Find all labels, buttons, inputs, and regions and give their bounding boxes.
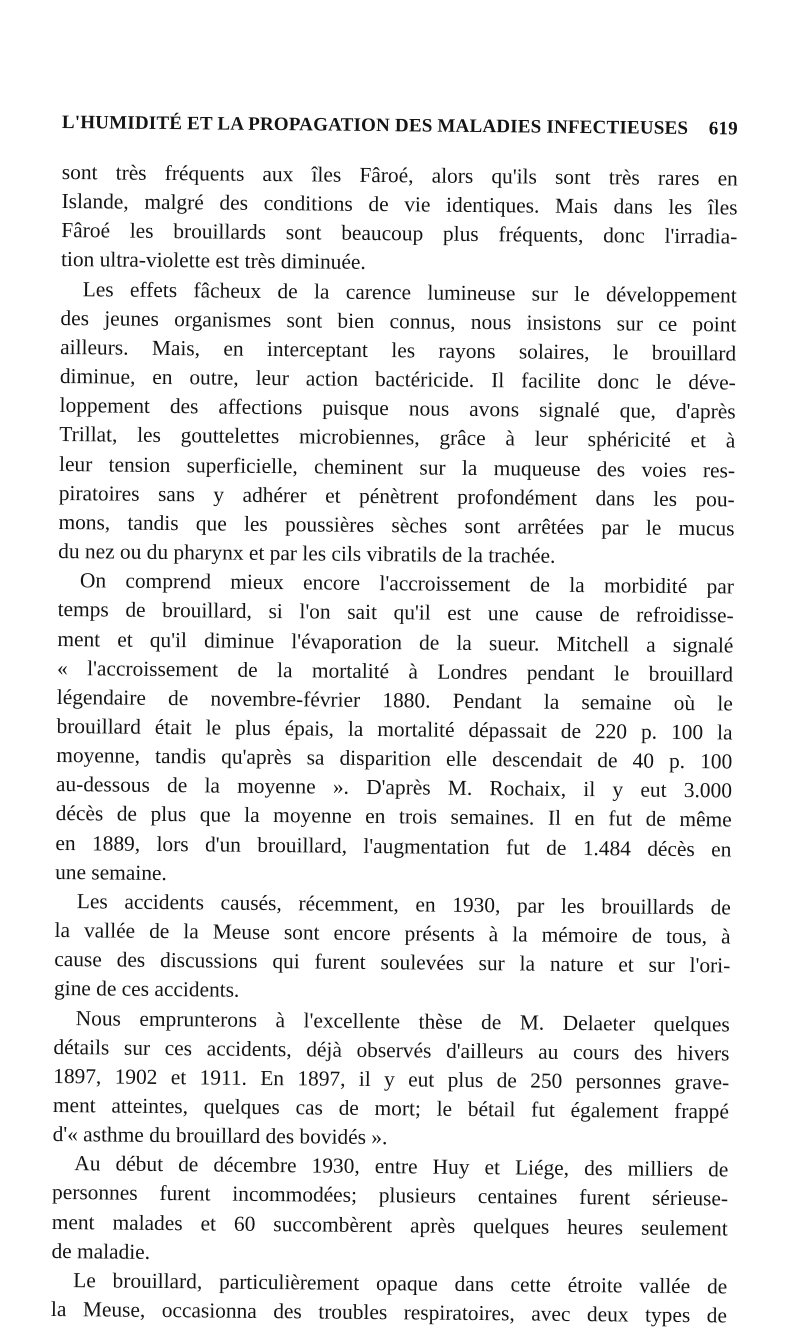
text-line: Les effets fâcheux de la carence lumineuse sur le développement [82, 276, 737, 308]
paragraph-2 [58, 275, 737, 573]
text-line: diminue, en outre, leur action bactéricide. Il facilite donc le déve- [59, 364, 736, 395]
text-line: tion ultra-violette est très diminuée. [60, 247, 366, 275]
text-line: 1897, 1902 et 1911. En 1897, il y eut plus de 250 personnes grave- [53, 1063, 730, 1095]
page-number: 619 [708, 118, 738, 140]
paragraph-4 [54, 887, 731, 1010]
text-line: détails sur ces accidents, déjà observés d'ailleurs au cours des hivers [53, 1034, 730, 1066]
text-line: au-dessous de la moyenne ». D'après M. Rochaix, il y eut 3.000 [55, 772, 733, 803]
text-line: Islande, malgré des conditions de vie identiques. Mais dans les îles [61, 189, 738, 220]
text-line: « l'accroissement de la mortalité à Londres pendant le brouillard [56, 655, 734, 687]
text-line: Le brouillard, particulièrement opaque dans cette étroite vallée de [73, 1268, 728, 1299]
text-line: légendaire de novembre-février 1880. Pendant la semaine où le [56, 684, 733, 716]
text-line: des jeunes organismes sont bien connus, nous insistons sur ce point [60, 305, 737, 337]
text-line: une semaine. [55, 859, 167, 885]
text-line: Fâroé les brouillards sont beaucoup plus fréquents, donc l'irradia- [61, 218, 738, 249]
text-line: sont très fréquents aux îles Fâroé, alors qu'ils sont très rares en [61, 159, 738, 191]
text-line: moyenne, tandis qu'après sa disparition elle descendait de 40 p. 100 [56, 743, 733, 774]
text-line: ailleurs. Mais, en interceptant les rayons solaires, le brouillard [60, 334, 737, 366]
text-line: leur tension superficielle, cheminent sur la muqueuse des voies res- [58, 451, 736, 483]
text-line: On comprend mieux encore l'accroissement de la morbidité par [79, 568, 735, 599]
text-line: la Meuse, occasionna des troubles respiratoires, avec deux types de [50, 1297, 728, 1328]
text-line: en 1889, lors d'un brouillard, l'augmentation fut de 1.484 décès en [55, 830, 732, 862]
text-line: temps de brouillard, si l'on sait qu'il est une cause de refroidisse- [57, 597, 734, 628]
text-line: cause des discussions qui furent soulevées sur la nature et sur l'ori- [54, 947, 731, 978]
text-line: mons, tandis que les poussières sèches sont arrêtées par le mucus [58, 509, 735, 541]
text-line: ment et qu'il diminue l'évaporation de la sueur. Mitchell a signalé [57, 626, 734, 657]
text-line: Les accidents causés, récemment, en 1930, par les brouillards de [76, 889, 731, 920]
text-line: Au début de décembre 1930, entre Huy et Liége, des milliers de [74, 1151, 729, 1182]
text-line: piratoires sans y adhérer et pénètrent profondément dans les pou- [58, 480, 735, 512]
text-line: d'« asthme du brouillard des bovidés ». [52, 1122, 388, 1150]
text-line: ment atteintes, quelques cas de mort; le bétail fut également frappé [52, 1092, 729, 1124]
text-line: Trillat, les gouttelettes microbiennes, grâce à leur sphéricité et à [59, 422, 736, 453]
text-line: gine de ces accidents. [53, 976, 240, 1003]
text-line: décès de plus que la moyenne en trois semaines. Il en fut de même [55, 801, 732, 832]
text-line: de maladie. [51, 1238, 151, 1264]
paragraph-3 [55, 566, 734, 893]
text-line: loppement des affections puisque nous avons signalé que, d'après [59, 393, 736, 424]
body-text [51, 158, 738, 1331]
text-line: ment malades et 60 succombèrent après quelques heures seulement [51, 1209, 728, 1241]
paragraph-5 [52, 1003, 729, 1155]
text-line: la vallée de la Meuse sont encore présents à la mémoire de tous, à [54, 918, 731, 949]
text-line: brouillard était le plus épais, la mortalité dépassait de 220 p. 100 la [56, 713, 733, 745]
paragraph-7 [51, 1266, 728, 1331]
text-line: du nez ou du pharynx et par les cils vibratils de la trachée. [58, 539, 556, 568]
running-head [62, 112, 738, 140]
paragraph-6 [51, 1149, 728, 1272]
text-line: Nous emprunterons à l'excellente thèse de M. Delaeter quelques [75, 1005, 730, 1036]
paragraph-1 [61, 158, 738, 281]
text-line: personnes furent incommodées; plusieurs centaines furent sérieuse- [51, 1180, 729, 1211]
running-head-title: L'HUMIDITÉ ET LA PROPAGATION DES MALADIES INFECTIEUSES [61, 112, 689, 140]
